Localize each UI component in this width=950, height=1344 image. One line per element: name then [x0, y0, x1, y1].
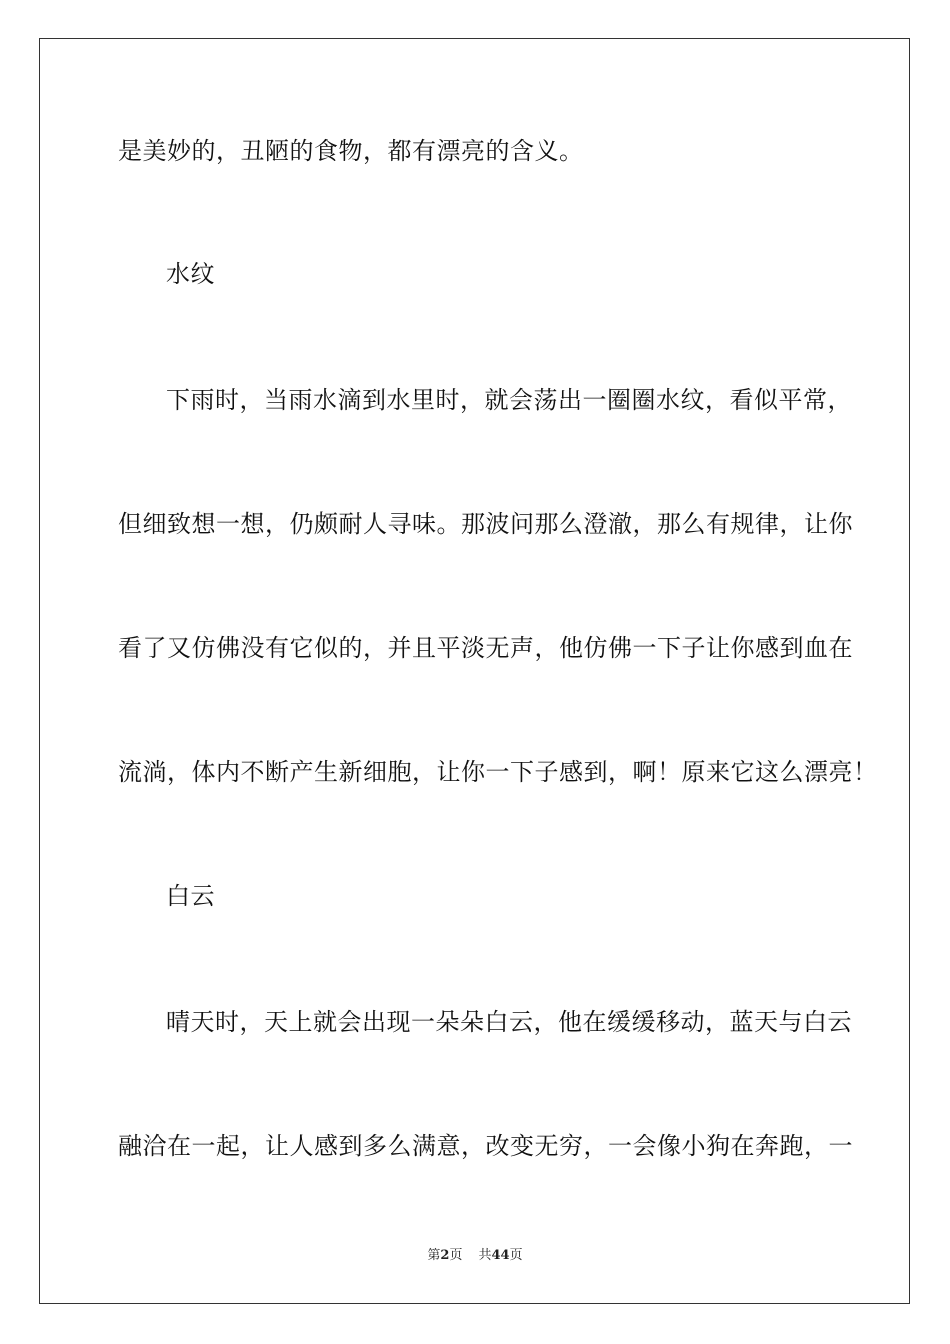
body-text-line: 但细致想一想，仍颇耐人寻味。那波问那么澄澈，那么有规律，让你 [118, 510, 853, 538]
footer-total-pages: 44 [491, 1248, 510, 1263]
footer-page-number: 2 [440, 1248, 450, 1263]
body-text-line: 流淌，体内不断产生新细胞，让你一下子感到，啊！原来它这么漂亮！ [118, 758, 878, 786]
body-text-line: 融洽在一起，让人感到多么满意，改变无穷，一会像小狗在奔跑，一 [118, 1132, 853, 1160]
page-footer [0, 1247, 950, 1265]
footer-page-suffix: 页 [449, 1248, 463, 1263]
paragraph-first-line: 下雨时，当雨水滴到水里时，就会荡出一圈圈水纹，看似平常， [166, 386, 852, 414]
page-border [39, 38, 910, 1304]
footer-page-prefix: 第 [427, 1248, 441, 1263]
footer-total-suffix: 页 [509, 1248, 523, 1263]
section-heading-water-ripple: 水纹 [166, 260, 215, 288]
section-heading-white-cloud: 白云 [166, 882, 215, 910]
paragraph-first-line: 晴天时，天上就会出现一朵朵白云，他在缓缓移动，蓝天与白云 [166, 1008, 852, 1036]
body-text-line: 看了又仿佛没有它似的，并且平淡无声，他仿佛一下子让你感到血在 [118, 634, 853, 662]
body-text-line: 是美妙的，丑陋的食物，都有漂亮的含义。 [118, 137, 584, 165]
footer-total-prefix: 共 [478, 1248, 492, 1263]
